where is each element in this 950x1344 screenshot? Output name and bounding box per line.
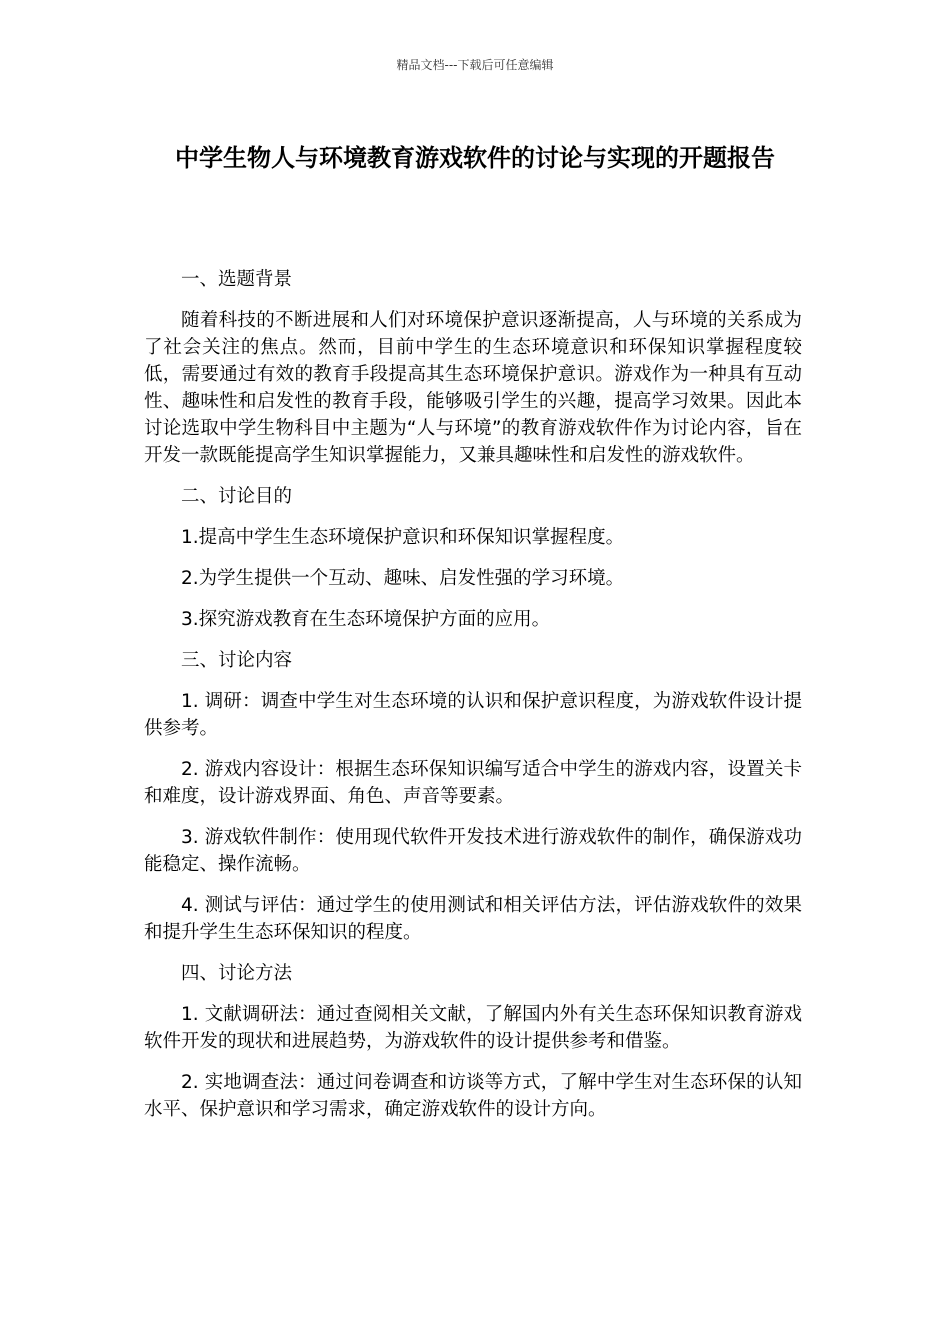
method-item-2: 2. 实地调查法：通过问卷调查和访谈等方式，了解中学生对生态环保的认知水平、保护意识和学习需求，确定游戏软件的设计方向。 — [144, 1072, 802, 1120]
section-heading-methods: 四、讨论方法 — [181, 963, 293, 984]
method-item-1: 1. 文献调研法：通过查阅相关文献，了解国内外有关生态环保知识教育游戏软件开发的现状和进展趋势，为游戏软件的设计提供参考和借鉴。 — [144, 1004, 802, 1052]
content-item-3: 3. 游戏软件制作：使用现代软件开发技术进行游戏软件的制作，确保游戏功能稳定、操作流畅。 — [144, 827, 802, 875]
content-item-2: 2. 游戏内容设计：根据生态环保知识编写适合中学生的游戏内容，设置关卡和难度，设计游戏界面、角色、声音等要素。 — [144, 759, 802, 807]
purpose-item-1: 1.提高中学生生态环境保护意识和环保知识掌握程度。 — [181, 527, 625, 548]
purpose-item-3: 3.探究游戏教育在生态环境保护方面的应用。 — [181, 609, 551, 630]
section-heading-purpose: 二、讨论目的 — [181, 486, 293, 507]
section-heading-content: 三、讨论内容 — [181, 650, 293, 671]
content-item-1: 1. 调研：调查中学生对生态环境的认识和保护意识程度，为游戏软件设计提供参考。 — [144, 691, 802, 739]
content-item-4: 4. 测试与评估：通过学生的使用测试和相关评估方法，评估游戏软件的效果和提升学生生态环保知识的程度。 — [144, 895, 802, 943]
paragraph-background: 随着科技的不断进展和人们对环境保护意识逐渐提高，人与环境的关系成为了社会关注的焦点。然而，目前中学生的生态环境意识和环保知识掌握程度较低，需要通过有效的教育手段提高其生态环境保护意识。游戏作为一种具有互动性、趣味性和启发性的教育手段，能够吸引学生的兴趣，提高学习效果。因此本讨论选取中学生物科目中主题为“人与环境”的教育游戏软件作为讨论内容，旨在开发一款既能提高学生知识掌握能力，又兼具趣味性和启发性的游戏软件。 — [144, 310, 802, 466]
purpose-item-2: 2.为学生提供一个互动、趣味、启发性强的学习环境。 — [181, 568, 625, 589]
document-body — [144, 266, 802, 1137]
page-header: 精品文档---下载后可任意编辑 — [396, 58, 554, 72]
document-title: 中学生物人与环境教育游戏软件的讨论与实现的开题报告 — [175, 144, 775, 172]
section-heading-background: 一、选题背景 — [181, 269, 293, 290]
